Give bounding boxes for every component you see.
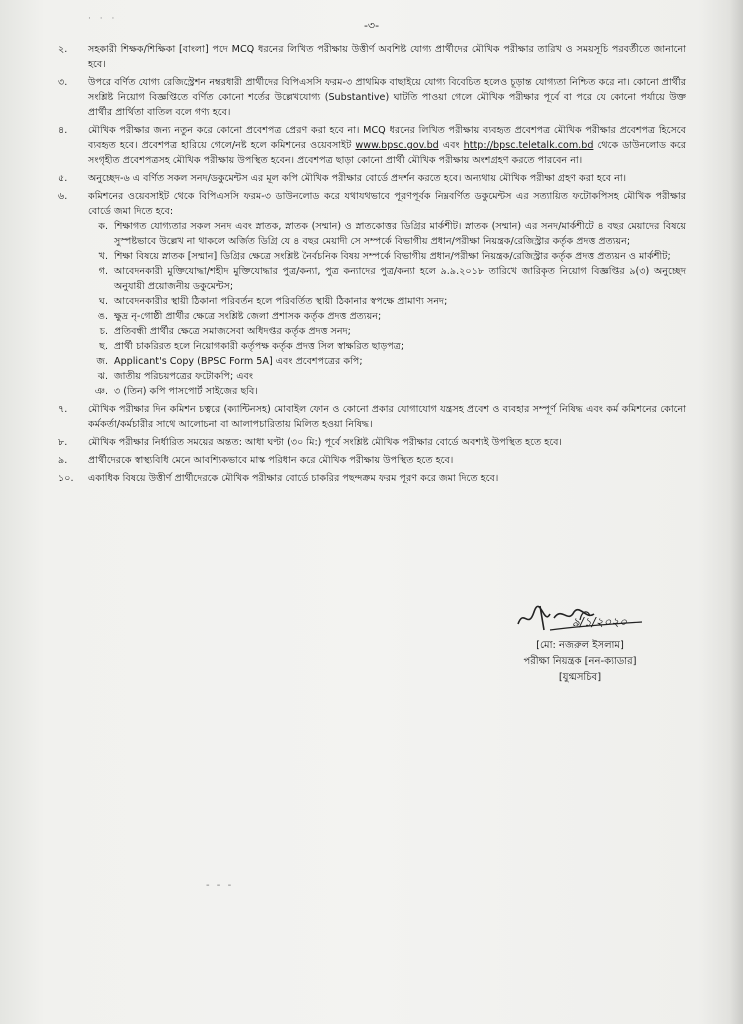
item-text-part: মৌখিক পরীক্ষার জন্য নতুন করে কোনো প্রবেশপত্র প্রেরণ করা হবে না। MCQ ধরনের লিখিত পরীক্ষায় ব্যবহৃত প্রবেশপত্র মৌখিক পরীক্ষার প্রবেশপত্র হিসেবে ব্যবহৃত হবে। প্রবেশপত্র হারিয়ে গেলে/নষ্ট হলে কমিশনের ওয়েবসাইট (88, 125, 686, 151)
item-text: মৌখিক পরীক্ষার দিন কমিশন চত্বরে (ক্যান্টিনসহ) মোবাইল ফোন ও কোনো প্রকার যোগাযোগ যন্ত্রসহ প্রবেশ ও ব্যবহার সম্পূর্ণ নিষিদ্ধ এবং কর্ম কমিশনের কোনো কর্মকর্তা/কর্মচারীর সাথে আলোচনা বা আলাপচারিতায় মিলিত হওয়া নিষিদ্ধ। (88, 404, 686, 430)
handwritten-signature (500, 600, 660, 638)
sub-item-text: ৩ (তিন) কপি পাসপোর্ট সাইজের ছবি। (114, 386, 258, 397)
signatory-name: [মো: নজরুল ইসলাম] (536, 640, 624, 651)
signatory-designation: পরীক্ষা নিয়ন্ত্রক [নন-ক্যাডার] (523, 656, 637, 667)
item-number: ৮. (58, 437, 68, 448)
list-item (54, 453, 686, 468)
sub-item-label: ক. (98, 221, 108, 232)
sub-item (88, 324, 686, 339)
item-text: একাধিক বিষয়ে উত্তীর্ণ প্রার্থীদেরকে মৌখিক পরীক্ষার বোর্ডে চাকরির পছন্দক্রম ফরম পূরণ করে জমা দিতে হবে। (88, 473, 499, 484)
sub-item-label: ঞ. (94, 386, 108, 397)
scan-mark: · · · (88, 14, 118, 24)
list-item (54, 123, 686, 168)
item-text: প্রার্থীদেরকে স্বাস্থ্যবিধি মেনে আবশ্যিকভাবে মাস্ক পরিধান করে মৌখিক পরীক্ষায় উপস্থিত হতে হবে। (88, 455, 454, 466)
sub-item-label: জ. (96, 356, 108, 367)
sub-item (88, 354, 686, 369)
list-item (54, 435, 686, 450)
signatory-rank: [যুগ্মসচিব] (558, 672, 602, 683)
sub-item-label: চ. (99, 326, 108, 337)
sub-item (88, 219, 686, 249)
item-number: ১০. (58, 473, 74, 484)
list-item (54, 471, 686, 486)
item-number: ৩. (58, 77, 68, 88)
item-text: উপরে বর্ণিত যোগ্য রেজিস্ট্রেশন নম্বরধারী প্রার্থীদের বিপিএসসি ফরম-৩ প্রাথমিক বাছাইয়ে যোগ্য বিবেচিত হলেও চূড়ান্ত যোগ্যতা নিশ্চিত করে না। কোনো প্রার্থীর সংশ্লিষ্ট নিয়োগ বিজ্ঞপ্তিতে বর্ণিত কোনো শর্তের উল্লেখযোগ্য (Substantive) ঘাটতি পাওয়া গেলে মৌখিক পরীক্ষার পূর্বে বা পরে যে কোনো পর্যায়ে উক্ত প্রার্থীর প্রার্থিতা বাতিল বলে গণ্য হবে। (88, 77, 686, 118)
item-text: মৌখিক পরীক্ষার নির্ধারিত সময়ের অন্তত: আধা ঘণ্টা (৩০ মি:) পূর্বে সংশ্লিষ্ট মৌখিক পরীক্ষার বোর্ডে অবশ্যই উপস্থিত হতে হবে। (88, 437, 562, 448)
item-number: ৪. (58, 125, 68, 136)
item-text-part: এবং (438, 140, 464, 151)
sub-item-text: আবেদনকারীর স্থায়ী ঠিকানা পরিবর্তন হলে পরিবর্তিত স্থায়ী ঠিকানার স্বপক্ষে প্রামাণ্য সনদ; (114, 296, 448, 307)
sub-item (88, 309, 686, 324)
sub-item (88, 384, 686, 399)
sub-item (88, 294, 686, 309)
sub-item (88, 249, 686, 264)
signature-date: ৯/১/২০২০ (572, 615, 627, 629)
sub-item-label: ঙ. (97, 311, 108, 322)
item-number: ৯. (58, 455, 68, 466)
list-item (54, 402, 686, 432)
item-number: ২. (58, 44, 68, 55)
item-text (88, 123, 686, 168)
sub-item (88, 369, 686, 384)
sub-item-text: Applicant's Copy (BPSC Form 5A] এবং প্রবেশপত্রের কপি; (114, 356, 363, 367)
sub-item-label: ছ. (99, 341, 108, 352)
list-item (54, 189, 686, 399)
sub-item-text: জাতীয় পরিচয়পত্রের ফটোকপি; এবং (114, 371, 254, 382)
list-item (54, 171, 686, 186)
document-body (54, 42, 686, 489)
item-text-part: থেকে ডাউনলোড করে সংগৃহীত প্রবেশপত্রসহ মৌখিক পরীক্ষায় উপস্থিত হবেন। প্রবেশপত্র ছাড়া কোনো প্রার্থী মৌখিক পরীক্ষায় অংশগ্রহণ করতে পারবেন না। (88, 140, 687, 166)
sub-item-label: গ. (98, 266, 108, 277)
item-text: কমিশনের ওয়েবসাইট থেকে বিপিএসসি ফরম-৩ ডাউনলোড করে যথাযথভাবে পূরণপূর্বক নিম্নবর্ণিত ডকুমেন্টস এর সত্যায়িত ফটোকপিসহ মৌখিক পরীক্ষার বোর্ডে জমা দিতে হবে: (88, 191, 686, 217)
sub-item-label: ঝ. (97, 371, 108, 382)
sub-item-label: ঘ. (99, 296, 108, 307)
sub-item (88, 264, 686, 294)
sub-item-label: খ. (98, 251, 108, 262)
item-number: ৬. (58, 191, 68, 202)
sub-item-text: আবেদনকারী মুক্তিযোদ্ধা/শহীদ মুক্তিযোদ্ধার পুত্র/কন্যা, পুত্র কন্যাদের পুত্র/কন্যা হলে ৯.৯.২০১৮ তারিখে জারিকৃত নিয়োগ বিজ্ঞপ্তির ৯(৩) অনুচ্ছেদ অনুযায়ী প্রয়োজনীয় ডকুমেন্টস; (114, 266, 686, 292)
scan-artifact: - - - (206, 880, 234, 891)
sub-item-text: শিক্ষাগত যোগ্যতার সকল সনদ এবং স্নাতক, স্নাতক (সম্মান) ও স্নাতকোত্তর ডিগ্রির মার্কশীট। স্নাতক (সম্মান) এর সনদ/মার্কশীটে ৪ বছর মেয়াদের বিষয়ে সুস্পষ্টভাবে উল্লেখ না থাকলে অর্জিত ডিগ্রি যে ৪ বছর মেয়াদী সে সম্পর্কে বিভাগীয় প্রধান/পরীক্ষা নিয়ন্ত্রক/রেজিস্ট্রার কর্তৃক প্রদত্ত প্রত্যয়ন; (114, 221, 686, 247)
sub-item (88, 339, 686, 354)
documents-section (88, 189, 686, 399)
sub-item-text: প্রার্থী চাকরিরত হলে নিয়োগকারী কর্তৃপক্ষ কর্তৃক প্রদত্ত সিল স্বাক্ষরিত ছাড়পত্র; (114, 341, 405, 352)
item-text: সহকারী শিক্ষক/শিক্ষিকা [বাংলা] পদে MCQ ধরনের লিখিত পরীক্ষায় উত্তীর্ণ অবশিষ্ট যোগ্য প্রার্থীদের মৌখিক পরীক্ষার তারিখ ও সময়সূচি পরবর্তীতে জানানো হবে। (88, 44, 686, 70)
item-number: ৭. (58, 404, 68, 415)
sub-item-text: প্রতিবন্ধী প্রার্থীর ক্ষেত্রে সমাজসেবা অধিদপ্তর কর্তৃক প্রদত্ত সনদ; (114, 326, 351, 337)
teletalk-website-link[interactable]: http://bpsc.teletalk.com.bd (463, 140, 594, 151)
list-item (54, 75, 686, 120)
page-edge-shadow (729, 0, 743, 1024)
sub-item-text: ক্ষুদ্র নৃ-গোষ্ঠী প্রার্থীর ক্ষেত্রে সংশ্লিষ্ট জেলা প্রশাসক কর্তৃক প্রদত্ত প্রত্যয়ন; (114, 311, 382, 322)
sub-item-text: শিক্ষা বিষয়ে স্নাতক [সম্মান] ডিগ্রির ক্ষেত্রে সংশ্লিষ্ট নৈর্বচনিক বিষয় সম্পর্কে বিভাগীয় প্রধান/পরীক্ষা নিয়ন্ত্রক/রেজিস্ট্রার কর্তৃক প্রদত্ত প্রত্যয়ন ও মার্কশীট; (114, 251, 671, 262)
item-text: অনুচ্ছেদ-৬ এ বর্ণিত সকল সনদ/ডকুমেন্টস এর মূল কপি মৌখিক পরীক্ষার বোর্ডে প্রদর্শন করতে হবে। অন্যথায় মৌখিক পরীক্ষা গ্রহণ করা হবে না। (88, 173, 627, 184)
bpsc-website-link[interactable]: www.bpsc.gov.bd (355, 140, 439, 151)
item-number: ৫. (58, 173, 68, 184)
signature-block (500, 600, 660, 686)
list-item (54, 42, 686, 72)
page-number: -৩- (363, 19, 380, 32)
